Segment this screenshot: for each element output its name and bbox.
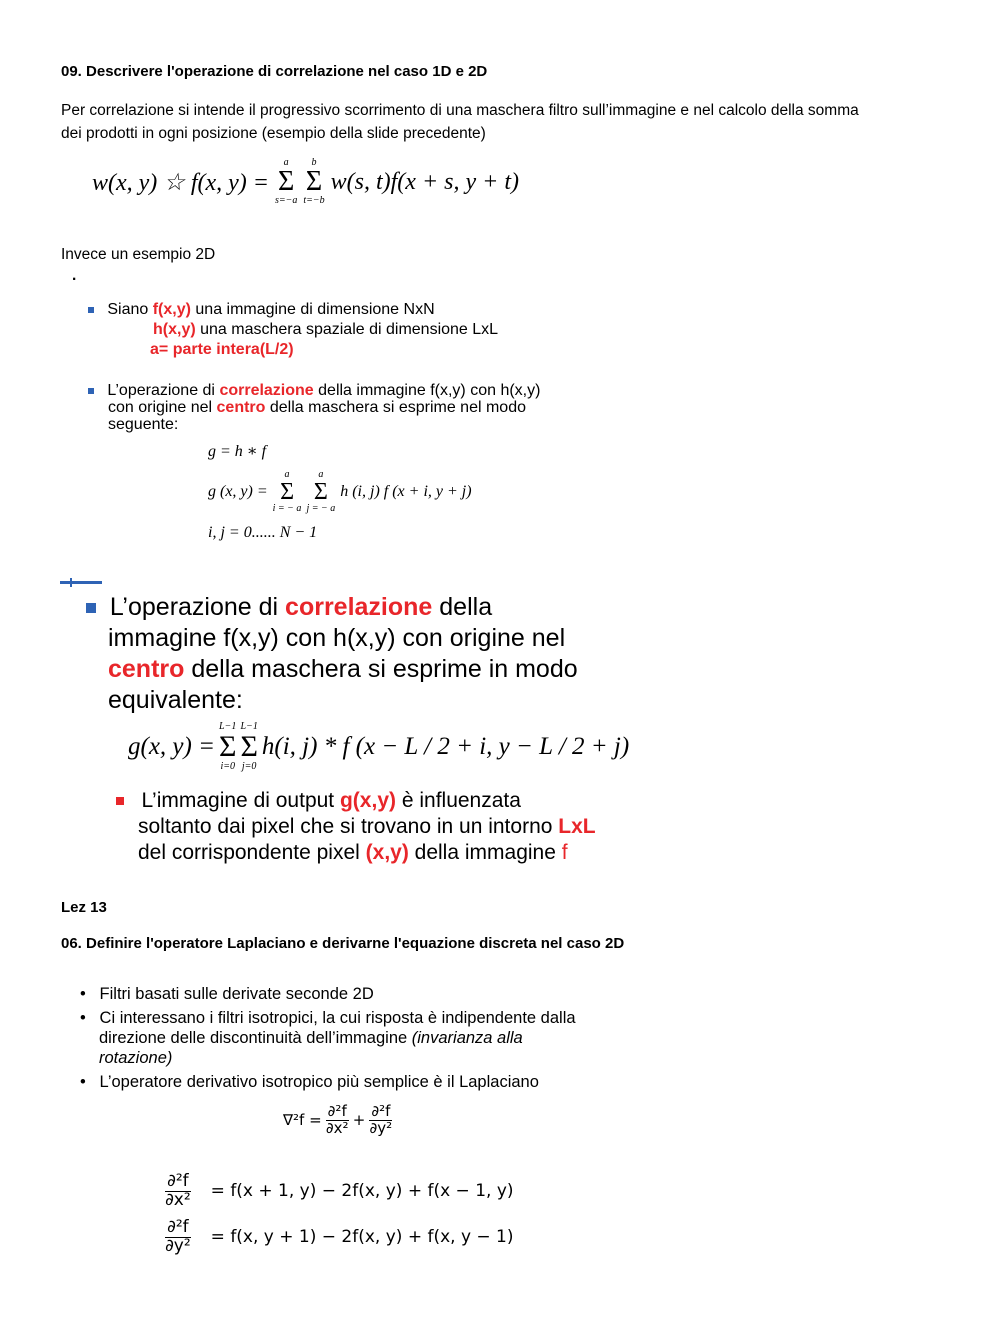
intro-line-2: dei prodotti in ogni posizione (esempio della slide precedente) xyxy=(61,125,486,142)
b1-line3-red: a= parte intera(L/2) xyxy=(150,341,294,358)
question-09-title: 09. Descrivere l'operazione di correlazione nel caso 1D e 2D xyxy=(61,63,488,80)
bullet-dot-icon: • xyxy=(80,985,86,1003)
d2y-rhs: = f(x, y + 1) − 2f(x, y) + f(x, y − 1) xyxy=(210,1227,514,1248)
laplacian-bullets xyxy=(80,984,576,1092)
sum-j-upper: a xyxy=(318,469,324,480)
d2y-frac xyxy=(165,1219,191,1256)
lap-frac-x xyxy=(326,1104,349,1137)
slide-2d-correlation-text xyxy=(88,382,540,433)
b2-red: correlazione xyxy=(219,382,314,399)
bullet-square-icon xyxy=(86,603,96,613)
s3-sum-j-upper: L−1 xyxy=(240,721,258,732)
sub3-red2: f xyxy=(561,841,568,864)
b2-pre: L’operazione di xyxy=(107,382,220,399)
eq-g-conv: g = h ∗ f xyxy=(208,443,267,460)
sum-i-lower: i = − a xyxy=(272,503,302,514)
sum-s-upper: a xyxy=(283,157,289,168)
sub1-post: è influenzata xyxy=(396,789,521,812)
lap-bullet-3: L’operatore derivativo isotropico più semplice è il Laplaciano xyxy=(99,1073,539,1091)
bullet-square-icon xyxy=(88,307,94,313)
lap-frac-y xyxy=(369,1104,392,1137)
s3-sum-i-lower: i=0 xyxy=(220,761,235,772)
d2x-frac xyxy=(165,1173,191,1210)
correlation-1d-formula xyxy=(92,158,519,206)
slide-accent-tick xyxy=(70,578,72,587)
d2y-den: ∂y² xyxy=(165,1235,191,1256)
lesson-heading: Lez 13 xyxy=(61,899,107,916)
s3-eq-lhs: g(x, y) = xyxy=(128,733,215,760)
sum-t: b Σ t=−b xyxy=(303,157,325,206)
eq-g-sum xyxy=(208,470,472,514)
sub3-pre: del corrispondente pixel xyxy=(138,841,366,864)
sum-i-0: L−1 Σ i=0 xyxy=(218,721,237,772)
bullet-dot-icon: • xyxy=(80,1073,86,1091)
sum-s-lower: s=−a xyxy=(274,195,298,206)
lap-frac-x-den: ∂x² xyxy=(325,1118,349,1137)
b2-line3: seguente: xyxy=(108,416,179,433)
slide-accent-bar xyxy=(60,581,102,584)
s3-line1-pre: L’operazione di xyxy=(109,593,286,621)
d2x-den: ∂x² xyxy=(165,1189,191,1210)
sub1-red: g(x,y) xyxy=(339,789,396,812)
bullet-square-icon xyxy=(116,797,124,805)
s3-eq-rhs: h(i, j) * f (x − L / 2 + i, y − L / 2 + j) xyxy=(261,733,630,760)
b1-red: f(x,y) xyxy=(152,301,191,318)
sum-s: a Σ s=−a xyxy=(274,157,298,206)
lap-bullet-1: Filtri basati sulle derivate seconde 2D xyxy=(99,985,374,1003)
b1-line2-red: h(x,y) xyxy=(153,321,196,338)
eq-index-range: i, j = 0...... N − 1 xyxy=(208,524,318,541)
d2x-num: ∂²f xyxy=(167,1171,189,1191)
lap-frac-x-num: ∂²f xyxy=(327,1102,347,1120)
laplacian-definition xyxy=(283,1104,392,1137)
s3-line3-post: della maschera si esprime in modo xyxy=(184,655,578,683)
eq2-lhs: g (x, y) = xyxy=(208,483,268,500)
eq2-rhs: h (i, j) f (x + i, y + j) xyxy=(340,483,472,500)
slide-output-subbullet xyxy=(116,788,596,866)
b1-post: una immagine di dimensione NxN xyxy=(190,301,435,318)
lap-frac-y-den: ∂y² xyxy=(369,1118,393,1137)
b2-line2-pre: con origine nel xyxy=(108,399,217,416)
slide-equivalent-text xyxy=(86,592,578,716)
lap-bullet-2-line1: Ci interessano i filtri isotropici, la cui risposta è indipendente dalla xyxy=(99,1009,576,1027)
formula1-rhs: w(s, t)f(x + s, y + t) xyxy=(330,168,519,195)
s3-line2: immagine f(x,y) con h(x,y) con origine nel xyxy=(108,624,566,652)
lap-lhs: ∇²f = xyxy=(283,1111,322,1130)
intro-line-1: Per correlazione si intende il progressivo scorrimento di una maschera filtro sull’immagine e nel calcolo della somma xyxy=(61,102,859,119)
discrete-d2y xyxy=(165,1219,514,1256)
lap-plus: + xyxy=(352,1111,366,1130)
discrete-d2x xyxy=(165,1173,514,1210)
d2y-num: ∂²f xyxy=(167,1217,189,1237)
b2-post: della immagine f(x,y) con h(x,y) xyxy=(313,382,541,399)
sum-j: a Σ j = − a xyxy=(306,469,336,514)
b2-line2-red: centro xyxy=(216,399,266,416)
s3-line3-red: centro xyxy=(108,655,185,683)
sub1-pre: L’immagine di output xyxy=(141,789,340,812)
sum-i-upper: a xyxy=(284,469,290,480)
sub3-post: della immagine xyxy=(408,841,562,864)
sum-t-upper: b xyxy=(311,157,317,168)
formula1-lhs: w(x, y) ☆ f(x, y) = xyxy=(92,169,269,196)
s3-sum-j-lower: j=0 xyxy=(241,761,257,772)
s3-line4: equivalente: xyxy=(108,686,243,714)
s3-sum-i-upper: L−1 xyxy=(219,721,237,732)
lap-bullet-2-line2-italic: (invarianza alla xyxy=(411,1029,523,1047)
slide-2d-definitions xyxy=(88,300,498,360)
bullet-square-icon xyxy=(88,388,94,394)
example-label: Invece un esempio 2D xyxy=(61,246,216,263)
sub3-red: (x,y) xyxy=(365,841,409,864)
eq-equivalent-correlation xyxy=(128,722,629,772)
b2-line2-post: della maschera si esprime nel modo xyxy=(265,399,526,416)
lap-bullet-2-line2: direzione delle discontinuità dell’immagine xyxy=(99,1029,412,1047)
sub2-pre: soltanto dai pixel che si trovano in un intorno xyxy=(138,815,559,838)
b1-pre: Siano xyxy=(107,301,153,318)
stray-dot: . xyxy=(72,267,77,284)
d2x-rhs: = f(x + 1, y) − 2f(x, y) + f(x − 1, y) xyxy=(210,1181,514,1202)
sum-t-lower: t=−b xyxy=(303,195,325,206)
lap-bullet-2-line3-italic: rotazione) xyxy=(99,1049,173,1067)
sub2-red: LxL xyxy=(558,815,596,838)
lap-frac-y-num: ∂²f xyxy=(371,1102,391,1120)
bullet-dot-icon: • xyxy=(80,1009,86,1027)
sum-j-lower: j = − a xyxy=(306,503,336,514)
sum-j-0: L−1 Σ j=0 xyxy=(240,721,258,772)
sum-i: a Σ i = − a xyxy=(272,469,302,514)
b1-line2-post: una maschera spaziale di dimensione LxL xyxy=(195,321,499,338)
s3-line1-red: correlazione xyxy=(285,593,433,621)
s3-line1-post: della xyxy=(432,593,493,621)
question-06-title: 06. Definire l'operatore Laplaciano e derivarne l'equazione discreta nel caso 2D xyxy=(61,935,625,952)
